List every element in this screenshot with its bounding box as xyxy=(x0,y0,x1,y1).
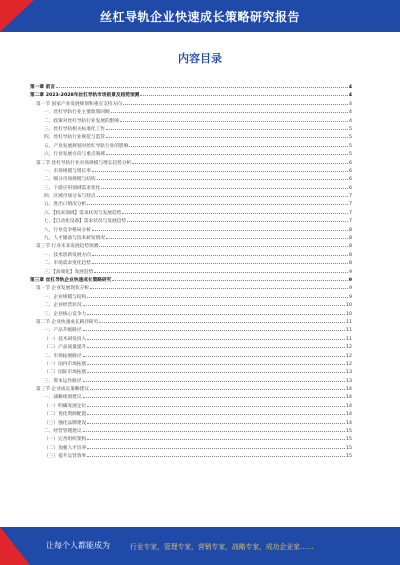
toc-entry-page: 15 xyxy=(346,429,352,435)
toc-leader-dots xyxy=(112,275,347,281)
toc-entry[interactable] xyxy=(30,250,352,258)
toc-leader-dots xyxy=(129,141,348,147)
toc-entry-label: 第一节 企业发展现状分析 xyxy=(36,286,90,292)
toc-leader-dots xyxy=(123,99,348,105)
toc-entry[interactable] xyxy=(30,392,352,400)
toc-entry-page: 11 xyxy=(346,319,352,325)
toc-entry[interactable] xyxy=(30,401,352,409)
toc-leader-dots xyxy=(122,208,348,214)
toc-entry-page: 10 xyxy=(346,303,352,309)
toc-entry-label: 第二节 企业快速成长路径研究 xyxy=(36,319,99,325)
toc-entry-page: 12 xyxy=(346,353,352,359)
toc-entry[interactable] xyxy=(30,351,352,359)
toc-entry-page: 9 xyxy=(348,277,352,283)
toc-entry[interactable] xyxy=(30,99,352,107)
toc-entry[interactable] xyxy=(30,292,352,300)
toc-entry-label: 一、市场规模与增长率 xyxy=(44,168,91,174)
toc-entry[interactable] xyxy=(30,267,352,275)
toc-entry-label: （二）加强人才培养 xyxy=(44,445,87,451)
toc-leader-dots xyxy=(87,359,345,365)
toc-entry-page: 8 xyxy=(349,244,352,250)
toc-entry[interactable] xyxy=(30,107,352,115)
toc-entry[interactable] xyxy=(30,208,352,216)
toc-entry-page: 5 xyxy=(349,143,352,149)
toc-entry[interactable] xyxy=(30,342,352,350)
toc-entry-label: 第三节 企业成长策略建议 xyxy=(36,387,90,393)
toc-entry[interactable] xyxy=(30,309,352,317)
toc-entry-page: 12 xyxy=(346,361,352,367)
toc-entry-label: 四、丝杠导轨行业规范与监管 xyxy=(44,135,105,141)
toc-leader-dots xyxy=(87,401,345,407)
toc-entry[interactable] xyxy=(30,116,352,124)
toc-leader-dots xyxy=(87,309,345,315)
toc-entry-label: 六、行业发展方向与重点领域 xyxy=(44,152,105,158)
toc-leader-dots xyxy=(140,90,347,96)
toc-entry-page: 14 xyxy=(346,420,352,426)
footer-tagline: 行业专家，管理专家，营销专家，战略专家，成功企业家…… xyxy=(130,543,314,551)
toc-entry[interactable] xyxy=(30,359,352,367)
toc-entry[interactable] xyxy=(30,325,352,333)
toc-leader-dots xyxy=(99,317,345,323)
toc-entry-label: （一）技术研发投入 xyxy=(44,336,87,342)
toc-entry-page: 14 xyxy=(346,412,352,418)
toc-leader-dots xyxy=(83,325,346,331)
toc-entry[interactable] xyxy=(30,216,352,224)
toc-entry-label: 五、进出口情况分析 xyxy=(44,202,87,208)
toc-leader-dots xyxy=(83,392,346,398)
toc-entry-page: 5 xyxy=(349,152,352,158)
toc-leader-dots xyxy=(127,216,348,222)
toc-entry-page: 14 xyxy=(346,403,352,409)
toc-leader-dots xyxy=(87,443,345,449)
toc-leader-dots xyxy=(106,149,348,155)
toc-entry-page: 4 xyxy=(348,93,352,99)
toc-entry[interactable] xyxy=(30,275,352,283)
toc-entry-page: 5 xyxy=(349,126,352,132)
toc-entry-label: （二）国际市场拓展 xyxy=(44,370,87,376)
toc-leader-dots xyxy=(132,158,348,164)
toc-entry-page: 6 xyxy=(349,160,352,166)
toc-entry-label: 三、企业核心竞争力 xyxy=(44,311,87,317)
toc-entry-page: 13 xyxy=(346,370,352,376)
toc-entry[interactable] xyxy=(30,418,352,426)
footer-brand: 让每个人都能成为 xyxy=(46,541,110,550)
toc-leader-dots xyxy=(83,426,346,432)
toc-entry-page: 15 xyxy=(346,437,352,443)
toc-entry[interactable] xyxy=(30,258,352,266)
toc-entry[interactable] xyxy=(30,132,352,140)
toc-entry-label: 一、战略规划建议 xyxy=(44,395,82,401)
toc-entry[interactable] xyxy=(30,199,352,207)
toc-entry[interactable] xyxy=(30,443,352,451)
toc-entry[interactable] xyxy=(30,174,352,182)
toc-leader-dots xyxy=(94,267,348,273)
toc-leader-dots xyxy=(106,132,348,138)
report-title: 丝杠导轨企业快速成长策略研究报告 xyxy=(99,9,300,24)
toc-leader-dots xyxy=(99,241,348,247)
toc-entry-label: 二、政策对丝杠导轨行业发展的影响 xyxy=(44,118,120,124)
toc-entry[interactable] xyxy=(30,384,352,392)
toc-entry-label: （二）产品质量提升 xyxy=(44,345,87,351)
toc-entry-label: （一）国内市场拓展 xyxy=(44,361,87,367)
toc-entry-page: 9 xyxy=(349,294,352,300)
toc-entry[interactable] xyxy=(30,376,352,384)
toc-entry[interactable] xyxy=(30,283,352,291)
toc-entry-page: 8 xyxy=(349,252,352,258)
toc-heading: 内容目录 xyxy=(178,52,222,65)
toc-leader-dots xyxy=(87,409,345,415)
toc-leader-dots xyxy=(106,233,348,239)
table-of-contents xyxy=(30,82,352,460)
toc-entry[interactable] xyxy=(30,141,352,149)
toc-leader-dots xyxy=(97,174,348,180)
toc-leader-dots xyxy=(120,116,348,122)
toc-entry-page: 6 xyxy=(349,177,352,183)
toc-entry[interactable] xyxy=(30,367,352,375)
toc-entry-page: 12 xyxy=(346,345,352,351)
toc-entry[interactable] xyxy=(30,90,352,98)
toc-entry-label: 第二章 2023-2028年丝杠导轨市场前景及趋势预测 xyxy=(30,93,140,99)
toc-entry-label: 九、人才储备与技术研发情况 xyxy=(44,236,105,242)
toc-entry[interactable] xyxy=(30,166,352,174)
toc-entry-label: （二）优化资源配置 xyxy=(44,412,87,418)
toc-entry-page: 4 xyxy=(349,118,352,124)
header-banner xyxy=(0,0,400,32)
toc-entry-label: 四、区域市场分布与特点 xyxy=(44,194,96,200)
toc-entry-label: 二、市场拓展路径 xyxy=(44,353,82,359)
toc-leader-dots xyxy=(83,300,346,306)
toc-entry-label: 一、企业规模与结构 xyxy=(44,294,87,300)
toc-entry-page: 4 xyxy=(348,85,352,90)
toc-entry-label: 五、产业发展规划对丝杠导轨行业的影响 xyxy=(44,143,129,149)
toc-entry[interactable] xyxy=(30,434,352,442)
toc-entry[interactable] xyxy=(30,225,352,233)
toc-entry-page: 15 xyxy=(346,445,352,451)
toc-leader-dots xyxy=(87,342,345,348)
toc-leader-dots xyxy=(87,334,345,340)
toc-entry-label: （三）提升运营效率 xyxy=(44,454,87,460)
toc-entry-page: 11 xyxy=(346,328,352,334)
toc-entry-label: 一、技术创新发展方向 xyxy=(44,252,91,258)
toc-leader-dots xyxy=(106,124,348,130)
toc-leader-dots xyxy=(83,351,346,357)
toc-entry[interactable] xyxy=(30,300,352,308)
toc-entry-page: 14 xyxy=(346,395,352,401)
toc-entry[interactable] xyxy=(30,317,352,325)
toc-entry-label: 三、【高端化】发展趋势 xyxy=(44,269,94,275)
header-accent-triangle xyxy=(0,0,34,32)
toc-leader-dots xyxy=(87,434,345,440)
toc-entry-label: 第一章 前言 xyxy=(30,85,56,90)
toc-entry-label: 二、细分市场规模与结构 xyxy=(44,177,96,183)
toc-entry-page: 10 xyxy=(346,311,352,317)
toc-entry[interactable] xyxy=(30,334,352,342)
toc-leader-dots xyxy=(87,451,345,457)
toc-leader-dots xyxy=(101,183,348,189)
toc-entry-page: 7 xyxy=(349,210,352,216)
toc-entry[interactable] xyxy=(30,149,352,157)
toc-entry-label: 第三节 行业未来发展趋势预测 xyxy=(36,244,99,250)
toc-entry-label: 第三章 丝杠导轨企业快速成长策略研究 xyxy=(30,277,112,283)
toc-entry-page: 13 xyxy=(346,378,352,384)
toc-entry-page: 8 xyxy=(349,236,352,242)
toc-entry-label: 二、市场需求变化趋势 xyxy=(44,261,91,267)
toc-entry-label: 七、【自动化设备】需求状况与发展趋势 xyxy=(44,219,127,225)
toc-entry[interactable] xyxy=(30,158,352,166)
toc-leader-dots xyxy=(87,418,345,424)
toc-entry[interactable] xyxy=(30,426,352,434)
toc-entry-label: （一）明确发展定位 xyxy=(44,403,87,409)
toc-leader-dots xyxy=(56,82,348,88)
toc-entry-page: 9 xyxy=(349,286,352,292)
toc-entry-label: 第一节 国家产业发展规划和重点支持方向 xyxy=(36,101,122,107)
toc-leader-dots xyxy=(87,199,348,205)
footer-banner xyxy=(0,527,400,565)
toc-entry-page: 4 xyxy=(349,110,352,116)
toc-leader-dots xyxy=(92,250,348,256)
toc-entry[interactable] xyxy=(30,233,352,241)
toc-leader-dots xyxy=(83,376,346,382)
toc-leader-dots xyxy=(90,384,345,390)
toc-entry-page: 11 xyxy=(346,336,352,342)
toc-entry[interactable] xyxy=(30,241,352,249)
toc-entry-page: 6 xyxy=(349,168,352,174)
toc-leader-dots xyxy=(92,166,348,172)
toc-entry[interactable] xyxy=(30,82,352,90)
toc-leader-dots xyxy=(87,292,348,298)
toc-entry-label: 二、企业经营状况 xyxy=(44,303,82,309)
toc-entry-label: 六、【机床领域】需求状况与发展趋势 xyxy=(44,210,122,216)
toc-entry-page: 14 xyxy=(346,387,352,393)
toc-entry-label: 二、经营管理建议 xyxy=(44,429,82,435)
toc-entry-label: 八、行业竞争格局分析 xyxy=(44,227,91,233)
toc-entry[interactable] xyxy=(30,191,352,199)
toc-entry[interactable] xyxy=(30,409,352,417)
toc-entry-page: 7 xyxy=(349,202,352,208)
toc-entry-label: （一）完善组织架构 xyxy=(44,437,87,443)
toc-entry-label: 一、产品升级路径 xyxy=(44,328,82,334)
toc-entry-page: 8 xyxy=(349,261,352,267)
toc-leader-dots xyxy=(97,191,348,197)
toc-entry-page: 8 xyxy=(349,227,352,233)
toc-leader-dots xyxy=(87,367,345,373)
toc-entry-page: 9 xyxy=(349,269,352,275)
toc-entry-label: 三、丝杠导轨相关标准化工作 xyxy=(44,126,105,132)
toc-entry-label: （三）强化品牌建设 xyxy=(44,420,87,426)
toc-leader-dots xyxy=(90,283,348,289)
toc-entry-label: 一、丝杠导轨行业主要政策回顾 xyxy=(44,110,110,116)
toc-entry-page: 7 xyxy=(349,194,352,200)
toc-entry-label: 三、下游应用领域需求变化 xyxy=(44,185,101,191)
toc-leader-dots xyxy=(92,225,348,231)
toc-entry[interactable] xyxy=(30,124,352,132)
toc-entry-label: 第二节 丝杠导轨行业市场规模与增长趋势分析 xyxy=(36,160,132,166)
toc-entry-label: 三、资本运作路径 xyxy=(44,378,82,384)
toc-entry-page: 7 xyxy=(349,219,352,225)
toc-entry-page: 6 xyxy=(349,185,352,191)
toc-entry[interactable] xyxy=(30,451,352,459)
toc-entry[interactable] xyxy=(30,183,352,191)
toc-entry-page: 15 xyxy=(346,454,352,460)
toc-leader-dots xyxy=(111,107,348,113)
toc-entry-page: 5 xyxy=(349,135,352,141)
toc-entry-page: 4 xyxy=(349,101,352,107)
toc-leader-dots xyxy=(92,258,348,264)
footer-accent-triangle xyxy=(0,527,30,565)
